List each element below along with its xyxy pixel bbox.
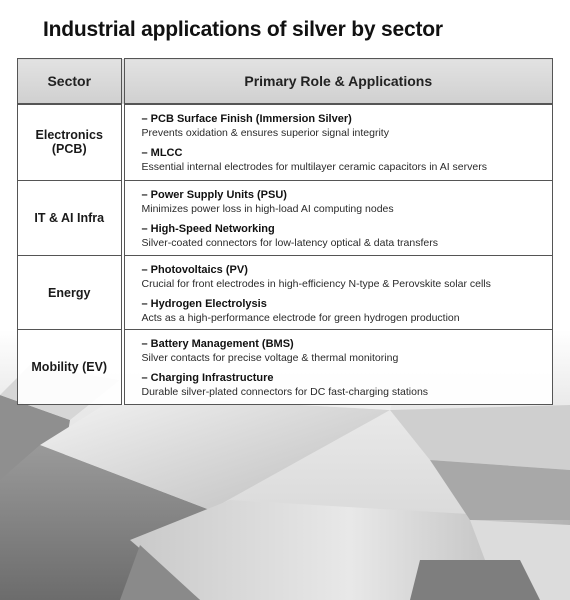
page-title: Industrial applications of silver by sector (43, 18, 443, 41)
application-title: – Battery Management (BMS) (141, 338, 294, 350)
header-primary-role: Primary Role & Applications (123, 59, 553, 104)
sector-cell: IT & AI Infra (18, 181, 123, 256)
applications-cell (123, 104, 553, 181)
application-title: – PCB Surface Finish (Immersion Silver) (141, 113, 352, 126)
sector-table (17, 58, 553, 405)
application-title: – Charging Infrastructure (141, 372, 274, 384)
applications-cell (123, 256, 553, 330)
table-row (18, 104, 553, 181)
application-description: Silver-coated connectors for low-latency optical & data transfers (141, 237, 438, 249)
application-item (142, 188, 553, 216)
application-item (142, 371, 553, 399)
applications-cell (123, 330, 553, 405)
application-description: Prevents oxidation & ensures superior signal integrity (141, 127, 389, 140)
application-description: Essential internal electrodes for multilayer ceramic capacitors in AI servers (141, 161, 487, 174)
sector-cell: Mobility (EV) (18, 330, 123, 405)
application-title: – High-Speed Networking (141, 223, 275, 235)
table-row (18, 256, 553, 330)
application-item (142, 297, 553, 325)
table-row (18, 330, 553, 405)
application-description: Durable silver-plated connectors for DC fast-charging stations (141, 386, 429, 398)
application-description: Crucial for front electrodes in high-efficiency N-type & Perovskite solar cells (141, 277, 491, 290)
sector-cell: Electronics (PCB) (18, 104, 123, 181)
application-title: – Photovoltaics (PV) (141, 263, 248, 276)
application-item (142, 146, 553, 174)
table-row (18, 181, 553, 256)
application-description: Minimizes power loss in high-load AI computing nodes (141, 203, 394, 215)
sector-cell: Energy (18, 256, 123, 330)
application-item (142, 263, 553, 291)
application-item (142, 337, 553, 365)
application-description: Acts as a high-performance electrode for green hydrogen production (141, 311, 460, 324)
application-title: – MLCC (141, 147, 183, 160)
application-item (142, 222, 553, 250)
application-item (142, 112, 553, 140)
application-description: Silver contacts for precise voltage & thermal monitoring (141, 352, 399, 364)
table-header-row (18, 59, 553, 104)
header-sector: Sector (18, 59, 123, 104)
applications-cell (123, 181, 553, 256)
application-title: – Hydrogen Electrolysis (141, 297, 267, 310)
application-title: – Power Supply Units (PSU) (141, 189, 287, 201)
